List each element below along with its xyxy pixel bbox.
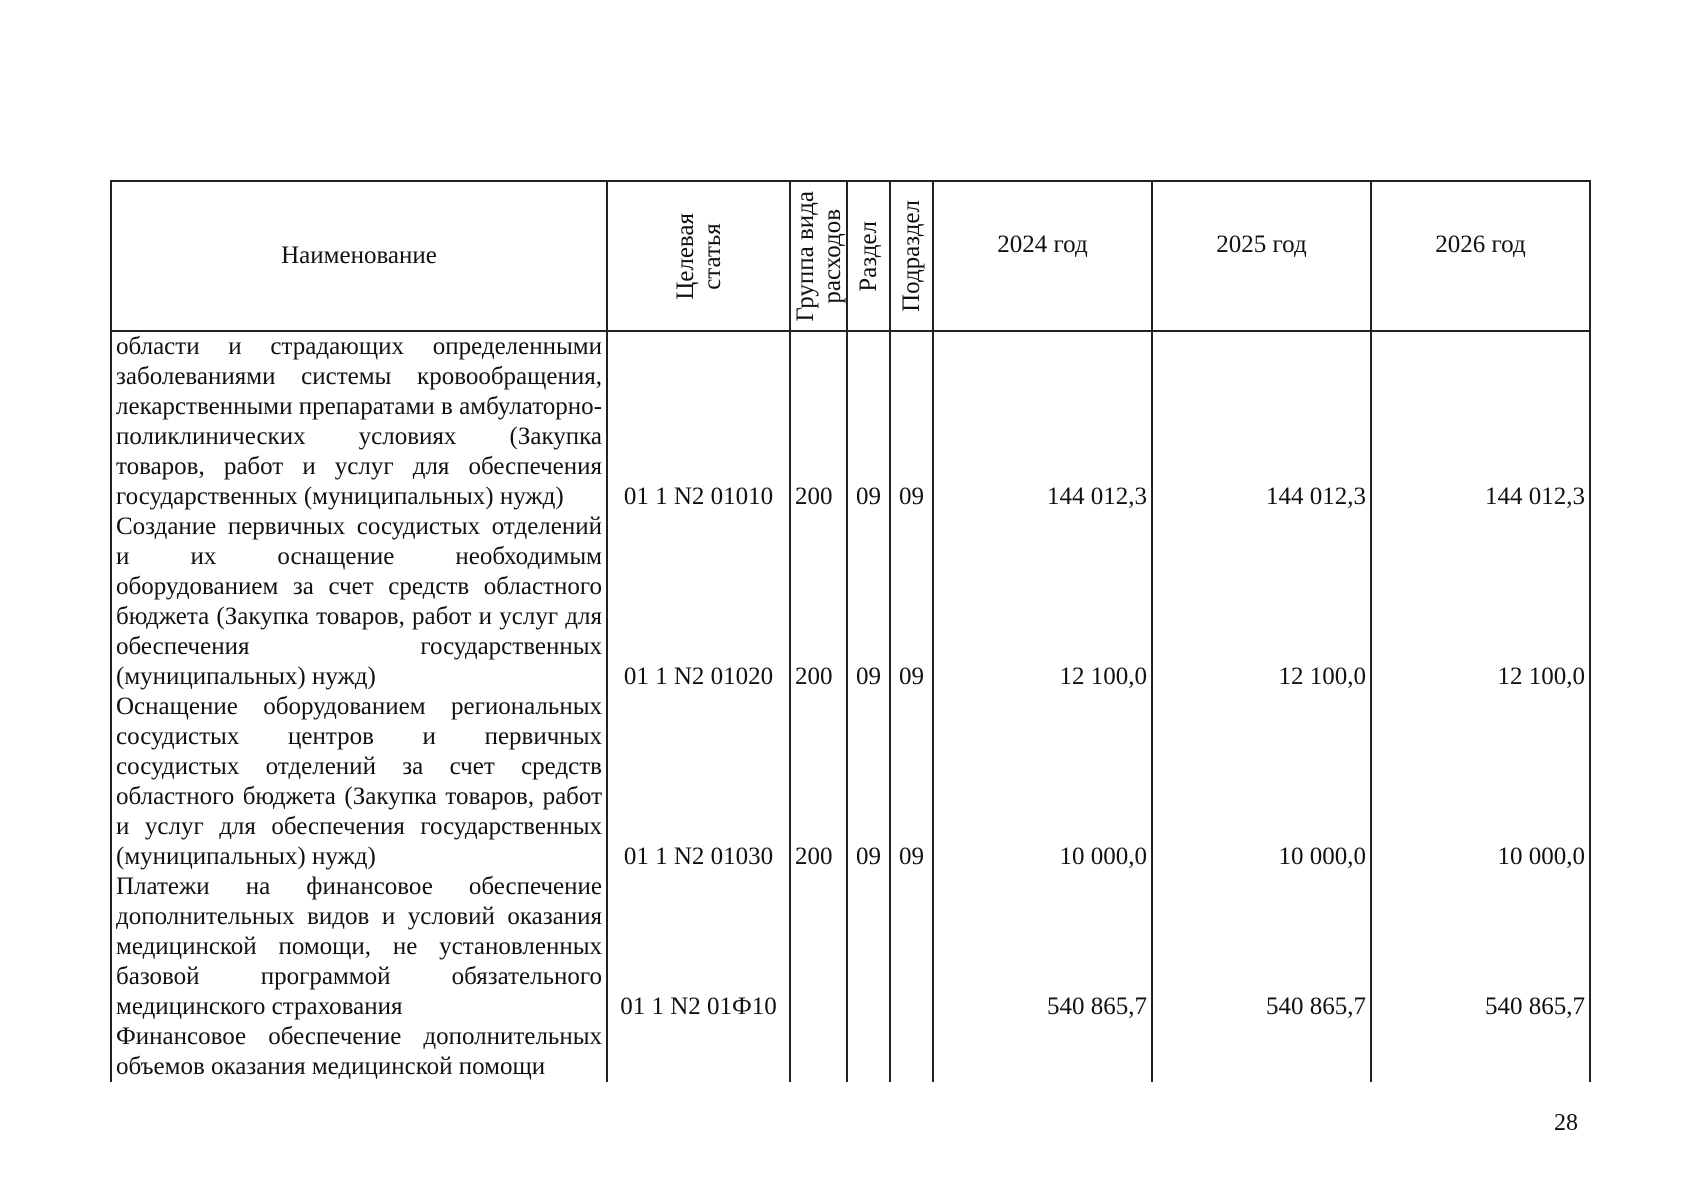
row-amount-2024 <box>933 1022 1152 1082</box>
row-amount-2026: 10 000,0 <box>1371 692 1590 872</box>
table-row <box>111 692 1590 872</box>
table-row <box>111 512 1590 692</box>
row-name: Платежи на финансовое обеспечение дополнительных видов и условий оказания медицинской помощи, не установленных базовой программой обязательного медицинского страхования <box>111 872 607 1022</box>
row-expense-group: 200 <box>790 512 847 692</box>
table-row <box>111 872 1590 1022</box>
header-target-article: Целевая статья <box>607 181 790 331</box>
header-year-2024: 2024 год <box>933 181 1152 331</box>
row-amount-2024: 12 100,0 <box>933 512 1152 692</box>
row-subsection: 09 <box>890 692 933 872</box>
row-amount-2025: 144 012,3 <box>1152 331 1371 512</box>
row-amount-2025: 10 000,0 <box>1152 692 1371 872</box>
row-target-code: 01 1 N2 01Ф10 <box>607 872 790 1022</box>
row-expense-group: 200 <box>790 331 847 512</box>
header-name: Наименование <box>111 181 607 331</box>
row-section <box>847 1022 890 1082</box>
row-amount-2026: 540 865,7 <box>1371 872 1590 1022</box>
row-target-code: 01 1 N2 01010 <box>607 331 790 512</box>
header-year-2025: 2025 год <box>1152 181 1371 331</box>
row-expense-group: 200 <box>790 692 847 872</box>
header-year-2026: 2026 год <box>1371 181 1590 331</box>
row-amount-2024: 540 865,7 <box>933 872 1152 1022</box>
row-name: области и страдающих определенными заболеваниями системы кровообращения, лекарственными препаратами в амбулаторно-поликлинических условиях (Закупка товаров, работ и услуг для обеспечения государственных (муниципальных) нужд) <box>111 331 607 512</box>
row-subsection: 09 <box>890 512 933 692</box>
table-row <box>111 331 1590 512</box>
row-amount-2025: 12 100,0 <box>1152 512 1371 692</box>
row-expense-group <box>790 872 847 1022</box>
table-header-row <box>111 181 1590 331</box>
row-section: 09 <box>847 692 890 872</box>
row-target-code: 01 1 N2 01030 <box>607 692 790 872</box>
row-amount-2024: 10 000,0 <box>933 692 1152 872</box>
row-amount-2026: 144 012,3 <box>1371 331 1590 512</box>
row-section: 09 <box>847 512 890 692</box>
row-amount-2024: 144 012,3 <box>933 331 1152 512</box>
row-section <box>847 872 890 1022</box>
page-number: 28 <box>1554 1110 1578 1136</box>
row-amount-2026: 12 100,0 <box>1371 512 1590 692</box>
header-expense-group: Группа вида расходов <box>790 181 847 331</box>
row-expense-group <box>790 1022 847 1082</box>
row-amount-2025: 540 865,7 <box>1152 872 1371 1022</box>
header-subsection: Подраздел <box>890 181 933 331</box>
row-subsection: 09 <box>890 331 933 512</box>
table-row <box>111 1022 1590 1082</box>
row-amount-2025 <box>1152 1022 1371 1082</box>
row-section: 09 <box>847 331 890 512</box>
budget-table <box>110 180 1591 1082</box>
row-target-code <box>607 1022 790 1082</box>
row-subsection <box>890 1022 933 1082</box>
header-section: Раздел <box>847 181 890 331</box>
row-subsection <box>890 872 933 1022</box>
row-name: Оснащение оборудованием региональных сосудистых центров и первичных сосудистых отделений за счет средств областного бюджета (Закупка товаров, работ и услуг для обеспечения государственных (муниципальных) нужд) <box>111 692 607 872</box>
row-name: Финансовое обеспечение дополнительных объемов оказания медицинской помощи <box>111 1022 607 1082</box>
row-target-code: 01 1 N2 01020 <box>607 512 790 692</box>
row-name: Создание первичных сосудистых отделений и их оснащение необходимым оборудованием за счет средств областного бюджета (Закупка товаров, работ и услуг для обеспечения государственных (муниципальных) нужд) <box>111 512 607 692</box>
row-amount-2026 <box>1371 1022 1590 1082</box>
